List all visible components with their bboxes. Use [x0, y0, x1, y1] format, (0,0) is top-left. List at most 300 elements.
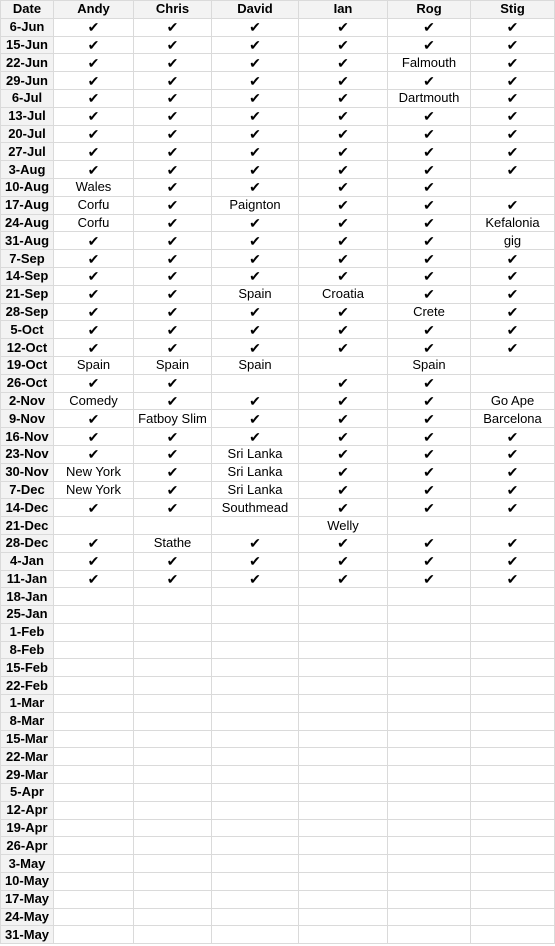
cell-david[interactable]: ✔ [212, 250, 299, 268]
cell-chris[interactable]: ✔ [134, 232, 212, 250]
cell-david[interactable] [212, 695, 299, 713]
cell-chris[interactable] [134, 855, 212, 873]
cell-david[interactable]: Sri Lanka [212, 481, 299, 499]
cell-rog[interactable]: ✔ [388, 499, 471, 517]
cell-stig[interactable] [471, 606, 555, 624]
cell-stig[interactable] [471, 748, 555, 766]
date-cell[interactable]: 12-Oct [1, 339, 54, 357]
cell-david[interactable] [212, 659, 299, 677]
cell-stig[interactable]: ✔ [471, 36, 555, 54]
cell-ian[interactable]: ✔ [299, 428, 388, 446]
cell-rog[interactable] [388, 517, 471, 535]
date-cell[interactable]: 7-Sep [1, 250, 54, 268]
cell-andy[interactable] [54, 712, 134, 730]
cell-stig[interactable] [471, 801, 555, 819]
cell-ian[interactable]: ✔ [299, 303, 388, 321]
date-cell[interactable]: 19-Apr [1, 819, 54, 837]
cell-ian[interactable]: Welly [299, 517, 388, 535]
date-cell[interactable]: 21-Dec [1, 517, 54, 535]
cell-stig[interactable]: ✔ [471, 445, 555, 463]
cell-andy[interactable]: Corfu [54, 214, 134, 232]
cell-chris[interactable] [134, 695, 212, 713]
cell-rog[interactable]: ✔ [388, 410, 471, 428]
cell-stig[interactable] [471, 178, 555, 196]
cell-rog[interactable] [388, 695, 471, 713]
cell-rog[interactable] [388, 730, 471, 748]
cell-ian[interactable] [299, 712, 388, 730]
date-cell[interactable]: 8-Mar [1, 712, 54, 730]
cell-rog[interactable] [388, 766, 471, 784]
cell-andy[interactable]: ✔ [54, 125, 134, 143]
date-cell[interactable]: 14-Sep [1, 267, 54, 285]
date-cell[interactable]: 15-Mar [1, 730, 54, 748]
cell-rog[interactable]: ✔ [388, 214, 471, 232]
cell-ian[interactable]: ✔ [299, 499, 388, 517]
cell-rog[interactable]: ✔ [388, 18, 471, 36]
cell-rog[interactable]: Crete [388, 303, 471, 321]
cell-stig[interactable] [471, 837, 555, 855]
cell-andy[interactable]: ✔ [54, 410, 134, 428]
cell-chris[interactable]: ✔ [134, 196, 212, 214]
cell-andy[interactable]: ✔ [54, 534, 134, 552]
cell-andy[interactable]: ✔ [54, 445, 134, 463]
cell-rog[interactable]: ✔ [388, 125, 471, 143]
cell-rog[interactable]: ✔ [388, 392, 471, 410]
cell-rog[interactable]: ✔ [388, 143, 471, 161]
cell-andy[interactable]: ✔ [54, 54, 134, 72]
cell-stig[interactable] [471, 588, 555, 606]
date-cell[interactable]: 14-Dec [1, 499, 54, 517]
cell-ian[interactable] [299, 588, 388, 606]
cell-david[interactable]: ✔ [212, 534, 299, 552]
cell-ian[interactable]: ✔ [299, 267, 388, 285]
cell-rog[interactable]: ✔ [388, 445, 471, 463]
cell-david[interactable]: ✔ [212, 552, 299, 570]
cell-chris[interactable]: Fatboy Slim [134, 410, 212, 428]
cell-andy[interactable]: New York [54, 463, 134, 481]
date-cell[interactable]: 19-Oct [1, 356, 54, 374]
cell-andy[interactable] [54, 588, 134, 606]
cell-ian[interactable] [299, 890, 388, 908]
date-cell[interactable]: 28-Sep [1, 303, 54, 321]
cell-stig[interactable] [471, 695, 555, 713]
header-stig[interactable]: Stig [471, 1, 555, 19]
cell-stig[interactable]: ✔ [471, 534, 555, 552]
cell-andy[interactable] [54, 748, 134, 766]
cell-stig[interactable]: ✔ [471, 552, 555, 570]
cell-rog[interactable]: Spain [388, 356, 471, 374]
cell-ian[interactable]: ✔ [299, 143, 388, 161]
cell-chris[interactable]: ✔ [134, 374, 212, 392]
cell-david[interactable]: Spain [212, 356, 299, 374]
cell-ian[interactable] [299, 677, 388, 695]
cell-chris[interactable]: ✔ [134, 161, 212, 179]
cell-rog[interactable]: ✔ [388, 36, 471, 54]
cell-andy[interactable] [54, 766, 134, 784]
cell-andy[interactable]: ✔ [54, 374, 134, 392]
cell-andy[interactable]: ✔ [54, 161, 134, 179]
cell-chris[interactable]: Stathe [134, 534, 212, 552]
cell-ian[interactable]: ✔ [299, 72, 388, 90]
date-cell[interactable]: 1-Mar [1, 695, 54, 713]
date-cell[interactable]: 17-May [1, 890, 54, 908]
cell-ian[interactable] [299, 623, 388, 641]
cell-david[interactable]: ✔ [212, 36, 299, 54]
cell-andy[interactable]: ✔ [54, 321, 134, 339]
date-cell[interactable]: 9-Nov [1, 410, 54, 428]
date-cell[interactable]: 26-Oct [1, 374, 54, 392]
header-rog[interactable]: Rog [388, 1, 471, 19]
date-cell[interactable]: 18-Jan [1, 588, 54, 606]
cell-chris[interactable]: ✔ [134, 250, 212, 268]
cell-chris[interactable]: ✔ [134, 570, 212, 588]
cell-ian[interactable] [299, 766, 388, 784]
date-cell[interactable]: 29-Jun [1, 72, 54, 90]
date-cell[interactable]: 31-May [1, 926, 54, 944]
cell-rog[interactable]: ✔ [388, 534, 471, 552]
cell-rog[interactable] [388, 801, 471, 819]
cell-chris[interactable] [134, 784, 212, 802]
date-cell[interactable]: 1-Feb [1, 623, 54, 641]
cell-stig[interactable]: ✔ [471, 125, 555, 143]
header-andy[interactable]: Andy [54, 1, 134, 19]
cell-david[interactable] [212, 926, 299, 944]
date-cell[interactable]: 8-Feb [1, 641, 54, 659]
cell-chris[interactable]: ✔ [134, 445, 212, 463]
cell-andy[interactable] [54, 659, 134, 677]
cell-rog[interactable] [388, 677, 471, 695]
cell-chris[interactable]: ✔ [134, 481, 212, 499]
cell-stig[interactable]: ✔ [471, 321, 555, 339]
cell-rog[interactable]: Falmouth [388, 54, 471, 72]
cell-rog[interactable]: ✔ [388, 552, 471, 570]
cell-chris[interactable] [134, 837, 212, 855]
cell-chris[interactable]: ✔ [134, 499, 212, 517]
cell-ian[interactable] [299, 801, 388, 819]
date-cell[interactable]: 28-Dec [1, 534, 54, 552]
cell-ian[interactable]: ✔ [299, 552, 388, 570]
cell-david[interactable] [212, 873, 299, 891]
date-cell[interactable]: 2-Nov [1, 392, 54, 410]
cell-david[interactable] [212, 374, 299, 392]
cell-ian[interactable]: ✔ [299, 321, 388, 339]
date-cell[interactable]: 10-Aug [1, 178, 54, 196]
cell-andy[interactable]: ✔ [54, 143, 134, 161]
cell-chris[interactable]: ✔ [134, 463, 212, 481]
cell-stig[interactable]: ✔ [471, 143, 555, 161]
cell-david[interactable]: Paignton [212, 196, 299, 214]
cell-ian[interactable] [299, 356, 388, 374]
date-cell[interactable]: 22-Jun [1, 54, 54, 72]
cell-david[interactable]: ✔ [212, 125, 299, 143]
cell-andy[interactable]: ✔ [54, 89, 134, 107]
cell-ian[interactable]: ✔ [299, 232, 388, 250]
cell-stig[interactable]: ✔ [471, 18, 555, 36]
cell-rog[interactable]: ✔ [388, 463, 471, 481]
cell-david[interactable] [212, 837, 299, 855]
cell-chris[interactable]: ✔ [134, 552, 212, 570]
cell-andy[interactable]: Corfu [54, 196, 134, 214]
cell-ian[interactable]: ✔ [299, 445, 388, 463]
cell-ian[interactable]: ✔ [299, 107, 388, 125]
date-cell[interactable]: 17-Aug [1, 196, 54, 214]
header-david[interactable]: David [212, 1, 299, 19]
date-cell[interactable]: 22-Feb [1, 677, 54, 695]
cell-rog[interactable] [388, 908, 471, 926]
date-cell[interactable]: 6-Jul [1, 89, 54, 107]
cell-david[interactable]: Spain [212, 285, 299, 303]
cell-stig[interactable]: ✔ [471, 72, 555, 90]
cell-ian[interactable]: ✔ [299, 18, 388, 36]
cell-andy[interactable]: ✔ [54, 107, 134, 125]
cell-rog[interactable] [388, 819, 471, 837]
cell-ian[interactable] [299, 659, 388, 677]
cell-andy[interactable]: ✔ [54, 285, 134, 303]
cell-david[interactable] [212, 801, 299, 819]
cell-stig[interactable] [471, 623, 555, 641]
cell-andy[interactable]: ✔ [54, 267, 134, 285]
cell-ian[interactable]: ✔ [299, 339, 388, 357]
cell-chris[interactable]: ✔ [134, 54, 212, 72]
cell-rog[interactable] [388, 855, 471, 873]
cell-david[interactable] [212, 517, 299, 535]
cell-david[interactable] [212, 890, 299, 908]
cell-ian[interactable] [299, 819, 388, 837]
cell-rog[interactable]: ✔ [388, 374, 471, 392]
cell-chris[interactable] [134, 801, 212, 819]
cell-andy[interactable] [54, 908, 134, 926]
cell-stig[interactable]: ✔ [471, 250, 555, 268]
cell-andy[interactable]: ✔ [54, 36, 134, 54]
cell-chris[interactable] [134, 641, 212, 659]
cell-chris[interactable] [134, 712, 212, 730]
header-chris[interactable]: Chris [134, 1, 212, 19]
cell-ian[interactable]: ✔ [299, 36, 388, 54]
cell-rog[interactable] [388, 837, 471, 855]
cell-andy[interactable] [54, 890, 134, 908]
cell-david[interactable]: Sri Lanka [212, 463, 299, 481]
cell-ian[interactable]: ✔ [299, 410, 388, 428]
cell-david[interactable] [212, 766, 299, 784]
cell-ian[interactable] [299, 748, 388, 766]
cell-david[interactable]: ✔ [212, 339, 299, 357]
cell-david[interactable] [212, 623, 299, 641]
cell-andy[interactable] [54, 606, 134, 624]
date-cell[interactable]: 22-Mar [1, 748, 54, 766]
cell-andy[interactable]: ✔ [54, 18, 134, 36]
cell-david[interactable] [212, 606, 299, 624]
cell-ian[interactable] [299, 730, 388, 748]
cell-david[interactable] [212, 677, 299, 695]
cell-rog[interactable]: ✔ [388, 428, 471, 446]
cell-andy[interactable]: Spain [54, 356, 134, 374]
cell-chris[interactable] [134, 819, 212, 837]
cell-david[interactable]: Sri Lanka [212, 445, 299, 463]
cell-stig[interactable] [471, 659, 555, 677]
cell-ian[interactable] [299, 926, 388, 944]
cell-ian[interactable] [299, 695, 388, 713]
cell-ian[interactable]: ✔ [299, 54, 388, 72]
cell-rog[interactable] [388, 890, 471, 908]
cell-chris[interactable] [134, 677, 212, 695]
date-cell[interactable]: 3-May [1, 855, 54, 873]
date-cell[interactable]: 29-Mar [1, 766, 54, 784]
cell-david[interactable] [212, 908, 299, 926]
cell-andy[interactable] [54, 873, 134, 891]
date-cell[interactable]: 5-Apr [1, 784, 54, 802]
cell-rog[interactable] [388, 873, 471, 891]
cell-chris[interactable] [134, 588, 212, 606]
date-cell[interactable]: 11-Jan [1, 570, 54, 588]
cell-rog[interactable]: ✔ [388, 570, 471, 588]
cell-andy[interactable]: ✔ [54, 428, 134, 446]
cell-chris[interactable]: ✔ [134, 178, 212, 196]
date-cell[interactable]: 21-Sep [1, 285, 54, 303]
date-cell[interactable]: 15-Jun [1, 36, 54, 54]
cell-andy[interactable]: ✔ [54, 250, 134, 268]
cell-chris[interactable]: ✔ [134, 89, 212, 107]
cell-david[interactable]: ✔ [212, 303, 299, 321]
cell-ian[interactable] [299, 908, 388, 926]
cell-andy[interactable] [54, 855, 134, 873]
cell-stig[interactable]: ✔ [471, 89, 555, 107]
cell-stig[interactable]: ✔ [471, 463, 555, 481]
cell-chris[interactable] [134, 890, 212, 908]
cell-david[interactable]: ✔ [212, 428, 299, 446]
date-cell[interactable]: 13-Jul [1, 107, 54, 125]
cell-rog[interactable]: ✔ [388, 161, 471, 179]
cell-andy[interactable] [54, 730, 134, 748]
date-cell[interactable]: 23-Nov [1, 445, 54, 463]
cell-rog[interactable] [388, 641, 471, 659]
cell-andy[interactable] [54, 926, 134, 944]
cell-andy[interactable] [54, 819, 134, 837]
cell-rog[interactable]: ✔ [388, 267, 471, 285]
cell-chris[interactable] [134, 659, 212, 677]
cell-stig[interactable] [471, 730, 555, 748]
cell-chris[interactable]: ✔ [134, 303, 212, 321]
cell-chris[interactable]: ✔ [134, 428, 212, 446]
date-cell[interactable]: 26-Apr [1, 837, 54, 855]
cell-david[interactable]: ✔ [212, 107, 299, 125]
date-cell[interactable]: 5-Oct [1, 321, 54, 339]
cell-stig[interactable] [471, 641, 555, 659]
cell-david[interactable] [212, 748, 299, 766]
cell-chris[interactable]: ✔ [134, 143, 212, 161]
cell-ian[interactable]: ✔ [299, 125, 388, 143]
cell-chris[interactable]: ✔ [134, 125, 212, 143]
cell-rog[interactable]: Dartmouth [388, 89, 471, 107]
cell-ian[interactable]: ✔ [299, 481, 388, 499]
cell-stig[interactable]: ✔ [471, 107, 555, 125]
cell-chris[interactable]: ✔ [134, 18, 212, 36]
cell-rog[interactable]: ✔ [388, 196, 471, 214]
cell-andy[interactable]: New York [54, 481, 134, 499]
cell-andy[interactable]: Comedy [54, 392, 134, 410]
cell-stig[interactable] [471, 374, 555, 392]
cell-ian[interactable] [299, 606, 388, 624]
cell-stig[interactable]: Kefalonia [471, 214, 555, 232]
cell-ian[interactable] [299, 873, 388, 891]
cell-david[interactable]: ✔ [212, 232, 299, 250]
cell-stig[interactable] [471, 766, 555, 784]
cell-david[interactable]: ✔ [212, 410, 299, 428]
cell-chris[interactable] [134, 623, 212, 641]
cell-ian[interactable]: ✔ [299, 196, 388, 214]
cell-ian[interactable] [299, 784, 388, 802]
cell-ian[interactable]: Croatia [299, 285, 388, 303]
cell-david[interactable]: ✔ [212, 267, 299, 285]
cell-rog[interactable] [388, 926, 471, 944]
cell-chris[interactable]: ✔ [134, 392, 212, 410]
date-cell[interactable]: 3-Aug [1, 161, 54, 179]
cell-chris[interactable]: ✔ [134, 107, 212, 125]
cell-stig[interactable] [471, 784, 555, 802]
cell-andy[interactable]: ✔ [54, 499, 134, 517]
cell-rog[interactable] [388, 784, 471, 802]
cell-rog[interactable]: ✔ [388, 72, 471, 90]
cell-rog[interactable] [388, 748, 471, 766]
cell-stig[interactable]: Barcelona [471, 410, 555, 428]
cell-chris[interactable] [134, 606, 212, 624]
date-cell[interactable]: 10-May [1, 873, 54, 891]
date-cell[interactable]: 25-Jan [1, 606, 54, 624]
cell-chris[interactable] [134, 517, 212, 535]
cell-chris[interactable] [134, 908, 212, 926]
cell-rog[interactable]: ✔ [388, 321, 471, 339]
cell-ian[interactable] [299, 837, 388, 855]
cell-andy[interactable] [54, 641, 134, 659]
cell-ian[interactable] [299, 641, 388, 659]
cell-chris[interactable]: ✔ [134, 339, 212, 357]
cell-chris[interactable] [134, 730, 212, 748]
cell-stig[interactable]: ✔ [471, 481, 555, 499]
cell-rog[interactable]: ✔ [388, 250, 471, 268]
cell-stig[interactable]: ✔ [471, 499, 555, 517]
date-cell[interactable]: 15-Feb [1, 659, 54, 677]
cell-david[interactable]: ✔ [212, 54, 299, 72]
cell-david[interactable]: ✔ [212, 214, 299, 232]
cell-rog[interactable] [388, 588, 471, 606]
header-ian[interactable]: Ian [299, 1, 388, 19]
cell-david[interactable]: ✔ [212, 161, 299, 179]
cell-chris[interactable] [134, 926, 212, 944]
cell-chris[interactable] [134, 873, 212, 891]
cell-rog[interactable]: ✔ [388, 481, 471, 499]
cell-david[interactable] [212, 819, 299, 837]
cell-chris[interactable]: ✔ [134, 285, 212, 303]
cell-david[interactable]: ✔ [212, 18, 299, 36]
cell-andy[interactable]: ✔ [54, 72, 134, 90]
cell-david[interactable]: ✔ [212, 89, 299, 107]
cell-andy[interactable]: ✔ [54, 303, 134, 321]
date-cell[interactable]: 24-Aug [1, 214, 54, 232]
cell-rog[interactable] [388, 606, 471, 624]
cell-chris[interactable] [134, 766, 212, 784]
cell-andy[interactable]: ✔ [54, 552, 134, 570]
cell-rog[interactable]: ✔ [388, 339, 471, 357]
cell-david[interactable]: ✔ [212, 321, 299, 339]
cell-david[interactable] [212, 784, 299, 802]
header-date[interactable]: Date [1, 1, 54, 19]
cell-chris[interactable]: ✔ [134, 36, 212, 54]
cell-ian[interactable]: ✔ [299, 250, 388, 268]
cell-stig[interactable] [471, 890, 555, 908]
cell-andy[interactable] [54, 677, 134, 695]
cell-stig[interactable] [471, 908, 555, 926]
date-cell[interactable]: 7-Dec [1, 481, 54, 499]
date-cell[interactable]: 31-Aug [1, 232, 54, 250]
